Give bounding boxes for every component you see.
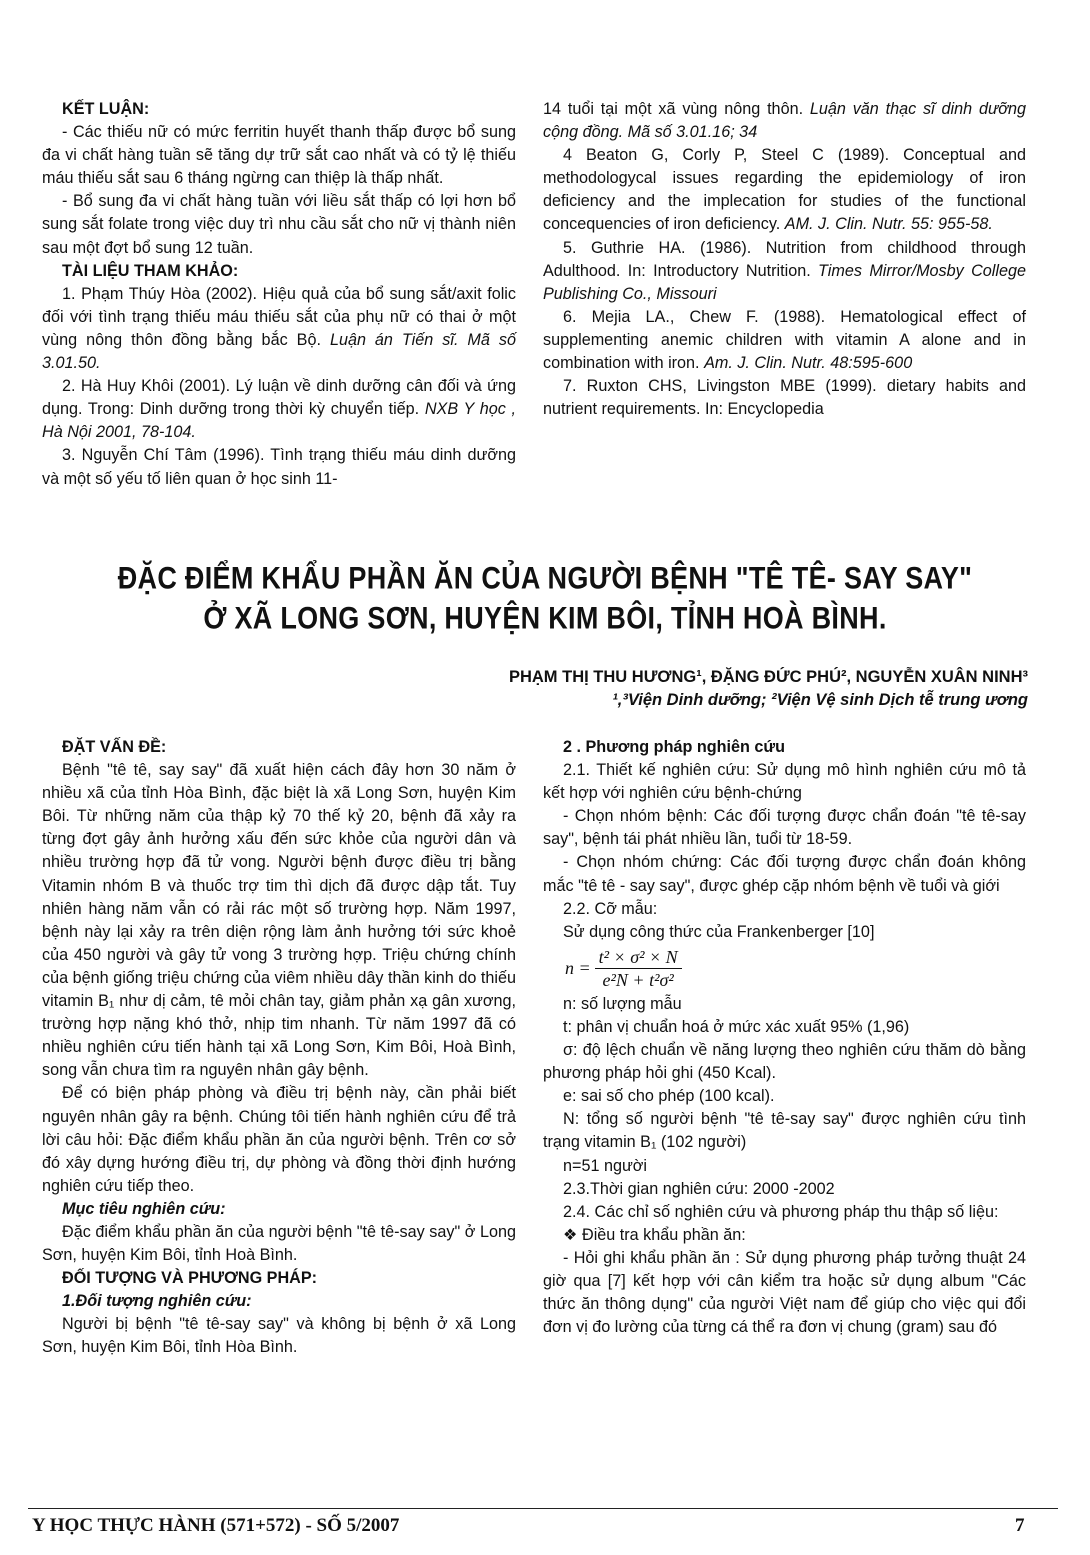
footer-divider xyxy=(28,1508,1058,1509)
body-paragraph: - Hỏi ghi khẩu phần ăn : Sử dụng phương pháp tưởng thuật 24 giờ qua [7] kết hợp với cân kiểm tra hoặc sử dụng album "Các thức ăn thông dụng" của người Việt nam để giúp cho việc qui đổi đơn vị đo lường của từng cá thể ra đơn vị chung (gram) sau đó xyxy=(543,1248,1026,1337)
body-paragraph: Để có biện pháp phòng và điều trị bệnh này, cần phải biết nguyên nhân gây ra bệnh. Chúng tôi tiến hành nghiên cứu để trả lời câu hỏi: Đặc điểm khẩu phần ăn của người bệnh. Trên cơ sở đó xây dựng hướng điều trị, dự phòng và đồng thời định hướng nghiên cứu tiếp theo. xyxy=(42,1084,516,1195)
article-title-line: Ở XÃ LONG SƠN, HUYỆN KIM BÔI, TỈNH HOÀ BÌNH. xyxy=(203,600,887,636)
body-paragraph: Bệnh "tê tê, say say" đã xuất hiện cách đây hơn 30 năm ở nhiều xã của tỉnh Hòa Bình, đặc biệt là xã Long Sơn, huyện Kim Bôi. Từ những năm của thập kỷ 70 thế kỷ 20, bệnh đã xảy ra từng đợt gây ảnh hưởng xấu đến sức khỏe của người dân và nhiều trường hợp đã tử vong. Người bệnh được điều trị bằng Vitamin nhóm B và thuốc trợ tim thì dịch đã được dập tắt. Tuy nhiên hàng năm vẫn có rải rác một số trường hợp. Năm 1997, bệnh này lại xảy ra trên diện rộng làm ảnh hưởng tới sức khoẻ của 450 người và gây tử vong 3 trường hợp. Triệu chứng chính của bệnh giống triệu chứng của viêm nhiều dây thần kinh do thiếu vitamin B₁ như dị cảm, tê mỏi chân tay, giảm phản xạ gân xương, trường hợp nặng khó thở, nhịp tim nhanh. Từ năm 1997 đã có nhiều nghiên cứu tiến hành tại xã Long Sơn, Kim Bôi, Hoà Bình, song vẫn chưa tìm ra nguyên nhân gây bệnh. xyxy=(42,761,516,1080)
references-right-column xyxy=(543,98,1026,421)
formula-numerator: t² × σ² × N xyxy=(595,946,682,969)
journal-footer: Y HỌC THỰC HÀNH (571+572) - SỐ 5/2007 xyxy=(32,1515,400,1536)
body-paragraph: N: tổng số người bệnh "tê tê-say say" được nghiên cứu tình trạng vitamin B₁ (102 người) xyxy=(543,1110,1026,1152)
body-paragraph: n=51 người xyxy=(563,1156,648,1175)
body-paragraph: 2.4. Các chỉ số nghiên cứu và phương pháp thu thập số liệu: xyxy=(563,1202,999,1221)
conclusion-paragraph: - Bổ sung đa vi chất hàng tuần với liều sắt thấp có lợi hơn bổ sung sắt folate trong việc duy trì nhu cầu sắt cho nữ vị thành niên sau một đợt bổ sung 12 tuần. xyxy=(42,192,516,257)
references-heading: TÀI LIỆU THAM KHẢO: xyxy=(62,261,239,280)
body-left-column xyxy=(42,736,516,1360)
article-title xyxy=(100,558,990,638)
conclusion-heading: KẾT LUẬN: xyxy=(62,100,150,118)
formula-lhs: n = xyxy=(565,957,591,978)
body-right-column xyxy=(543,736,1026,1339)
body-paragraph: 2.2. Cỡ mẫu: xyxy=(563,899,658,918)
body-paragraph: e: sai số cho phép (100 kcal). xyxy=(563,1087,775,1106)
formula-denominator: e²N + t²σ² xyxy=(602,969,674,990)
formula-fraction xyxy=(595,946,682,991)
article-title-line: ĐẶC ĐIỂM KHẨU PHẦN ĂN CỦA NGƯỜI BỆNH "TÊ TÊ- SAY SAY" xyxy=(117,560,973,596)
reference-item: 2. Hà Huy Khôi (2001). Lý luận về dinh dưỡng cân đối và ứng dụng. Trong: Dinh dưỡng trong thời kỳ chuyển tiếp. NXB Y học , Hà Nội 2001, 78-104. xyxy=(42,377,516,442)
author-names: PHẠM THỊ THU HƯƠNG¹, ĐẶNG ĐỨC PHÚ², NGUYỄN XUÂN NINH³ xyxy=(508,668,1028,686)
author-affiliations: ¹,³Viện Dinh dưỡng; ²Viện Vệ sinh Dịch tễ trung ương xyxy=(612,691,1028,709)
body-paragraph: σ: độ lệch chuẩn về năng lượng theo nghiên cứu thăm dò bằng phương pháp hỏi ghi (450 Kcal). xyxy=(543,1041,1026,1083)
reference-item: 4 Beaton G, Corly P, Steel C (1989). Conceptual and methodologycal issues regarding the epidemiology of iron deficiency and the implecation for studies of the functional concequencies of iron deficiency. AM. J. Clin. Nutr. 55: 955-58. xyxy=(543,146,1026,234)
sample-size-formula xyxy=(565,946,1026,991)
references-left-column xyxy=(42,98,516,491)
body-paragraph: 2.1. Thiết kế nghiên cứu: Sử dụng mô hình nghiên cứu mô tả kết hợp với nghiên cứu bệnh-chứng xyxy=(543,761,1026,803)
subsection-heading: 1.Đối tượng nghiên cứu: xyxy=(62,1292,252,1311)
page-number: 7 xyxy=(1015,1515,1025,1536)
reference-item: 5. Guthrie HA. (1986). Nutrition from childhood through Adulthood. In: Introductory Nutrition. Times Mirror/Mosby College Publishing Co., Missouri xyxy=(543,238,1026,303)
section-heading: 2 . Phương pháp nghiên cứu xyxy=(563,738,786,756)
body-paragraph: t: phân vị chuẩn hoá ở mức xác xuất 95% (1,96) xyxy=(563,1017,910,1036)
reference-item: 14 tuổi tại một xã vùng nông thôn. Luận văn thạc sĩ dinh dưỡng cộng đồng. Mã số 3.01.16; 34 xyxy=(543,100,1026,142)
conclusion-paragraph: - Các thiếu nữ có mức ferritin huyết thanh thấp được bổ sung đa vi chất hàng tuần sẽ tăng dự trữ sắt cao nhất và có tỷ lệ thiếu máu thiếu sắt sau 6 tháng ngừng can thiệp là thấp nhất. xyxy=(42,123,516,188)
body-paragraph: n: số lượng mẫu xyxy=(563,994,682,1013)
section-heading: Mục tiêu nghiên cứu: xyxy=(62,1199,226,1218)
body-paragraph: Sử dụng công thức của Frankenberger [10] xyxy=(563,922,875,941)
reference-item: 1. Phạm Thúy Hòa (2002). Hiệu quả của bổ sung sắt/axit folic đối với tình trạng thiếu máu thiếu sắt của phụ nữ có thai ở một vùng nông thôn đồng bằng bắc Bộ. Luận án Tiến sĩ. Mã số 3.01.50. xyxy=(42,284,516,373)
reference-item: 7. Ruxton CHS, Livingston MBE (1999). dietary habits and nutrient requirements. In: Encyclopedia xyxy=(543,377,1026,419)
reference-item: 3. Nguyễn Chí Tâm (1996). Tình trạng thiếu máu dinh dưỡng và một số yếu tố liên quan ở học sinh 11- xyxy=(42,446,516,488)
section-heading: ĐẶT VẤN ĐỀ: xyxy=(62,738,167,756)
body-paragraph: Đặc điểm khẩu phần ăn của người bệnh "tê tê-say say" ở Long Sơn, huyện Kim Bôi, tỉnh Hoà Bình. xyxy=(42,1222,516,1265)
bullet-item: ❖ Điều tra khẩu phần ăn: xyxy=(563,1225,746,1244)
body-paragraph: Người bị bệnh "tê tê-say say" và không bị bệnh ở xã Long Sơn, huyện Kim Bôi, tỉnh Hòa Bình. xyxy=(42,1315,516,1357)
reference-item: 6. Mejia LA., Chew F. (1988). Hematological effect of supplementing anemic children with vitamin A alone and in combination with iron. Am. J. Clin. Nutr. 48:595-600 xyxy=(543,307,1026,373)
section-heading: ĐỐI TƯỢNG VÀ PHƯƠNG PHÁP: xyxy=(62,1269,318,1288)
author-block xyxy=(509,666,1028,712)
body-paragraph: - Chọn nhóm chứng: Các đối tượng được chẩn đoán không mắc "tê tê - say say", được ghép cặp nhóm bệnh về tuổi và giới xyxy=(543,853,1026,895)
body-paragraph: - Chọn nhóm bệnh: Các đối tượng được chẩn đoán "tê tê-say say", bệnh tái phát nhiều lần, tuổi từ 18-59. xyxy=(543,807,1026,849)
body-paragraph: 2.3.Thời gian nghiên cứu: 2000 -2002 xyxy=(563,1179,835,1198)
